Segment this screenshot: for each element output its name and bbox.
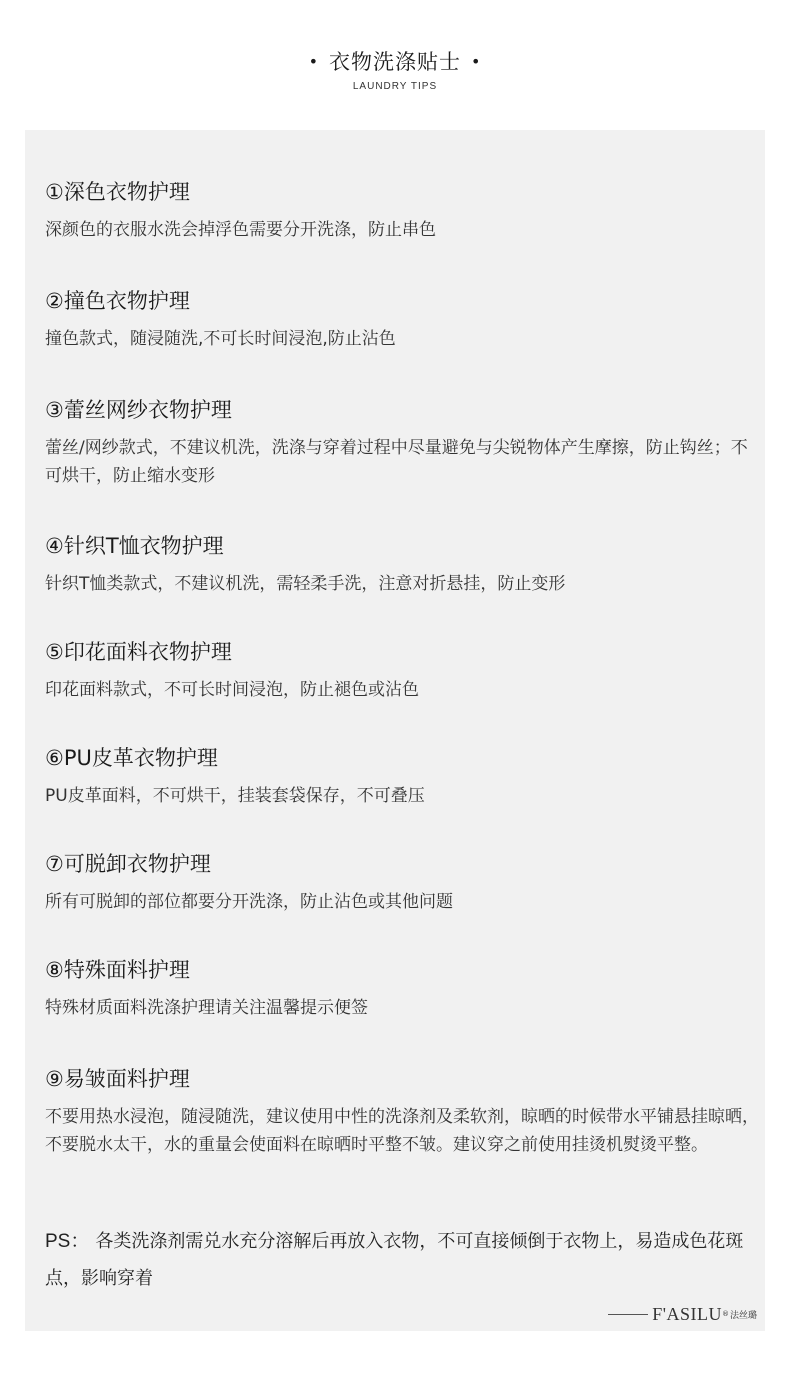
ps-note <box>45 1223 745 1297</box>
brand-logo: F'ASILU <box>652 1303 722 1324</box>
registered-mark: ® <box>721 1310 729 1318</box>
tip-section-lace-mesh <box>45 396 760 490</box>
tip-section-pu-leather <box>45 744 760 810</box>
tip-section-detachable <box>45 850 760 916</box>
brand-divider <box>608 1314 648 1315</box>
title-dot-right: • <box>471 52 482 71</box>
tip-body: 特殊材质面料洗涤护理请关注温馨提示便签 <box>45 998 368 1018</box>
header <box>0 48 790 92</box>
tip-body: 蕾丝/网纱款式，不建议机洗，洗涤与穿着过程中尽量避免与尖锐物体产生摩擦，防止钩丝；不可烘干，防止缩水变形 <box>45 438 748 486</box>
tip-body: 深颜色的衣服水洗会掉浮色需要分开洗涤，防止串色 <box>45 220 436 240</box>
tip-body: 印花面料款式，不可长时间浸泡，防止褪色或沾色 <box>45 680 419 700</box>
tip-section-wrinkle-prone <box>45 1065 760 1159</box>
tip-body: 所有可脱卸的部位都要分开洗涤，防止沾色或其他问题 <box>45 892 453 912</box>
tip-body: PU皮革面料，不可烘干，挂装套袋保存，不可叠压 <box>45 786 425 806</box>
tip-title: ③蕾丝网纱衣物护理 <box>45 398 232 422</box>
tip-section-printed-fabric <box>45 638 760 704</box>
tip-title: ⑨易皱面料护理 <box>45 1067 190 1091</box>
ps-label: PS： <box>45 1231 90 1252</box>
tip-section-contrast-colors <box>45 287 760 353</box>
tip-title: ⑧特殊面料护理 <box>45 958 190 982</box>
page-title <box>0 48 790 76</box>
ps-text: 各类洗涤剂需兑水充分溶解后再放入衣物，不可直接倾倒于衣物上，易造成色花斑点，影响穿着 <box>45 1231 744 1289</box>
tip-title: ④针织T恤衣物护理 <box>45 534 224 558</box>
tip-title: ⑦可脱卸衣物护理 <box>45 852 211 876</box>
title-text: 衣物洗涤贴士 <box>329 50 461 74</box>
tip-section-dark-colors <box>45 178 760 244</box>
tip-section-knit-tshirt <box>45 532 760 598</box>
tip-body: 撞色款式，随浸随洗,不可长时间浸泡,防止沾色 <box>45 329 396 349</box>
tips-panel <box>25 130 765 1331</box>
tip-section-special-fabric <box>45 956 760 1022</box>
brand-cn-name: 法丝璐 <box>729 1310 757 1321</box>
title-dot-left: • <box>308 52 319 71</box>
tip-body: 针织T恤类款式，不建议机洗，需轻柔手洗，注意对折悬挂，防止变形 <box>45 574 566 594</box>
brand-signature <box>608 1302 757 1326</box>
page-subtitle: LAUNDRY TIPS <box>352 81 438 92</box>
tip-title: ⑤印花面料衣物护理 <box>45 640 232 664</box>
tip-title: ⑥PU皮革衣物护理 <box>45 746 218 770</box>
tip-body: 不要用热水浸泡，随浸随洗，建议使用中性的洗涤剂及柔软剂，晾晒的时候带水平铺悬挂晾晒，不要脱水太干，水的重量会使面料在晾晒时平整不皱。建议穿之前使用挂烫机熨烫平整。 <box>45 1107 759 1155</box>
tip-title: ①深色衣物护理 <box>45 180 190 204</box>
tip-title: ②撞色衣物护理 <box>45 289 190 313</box>
